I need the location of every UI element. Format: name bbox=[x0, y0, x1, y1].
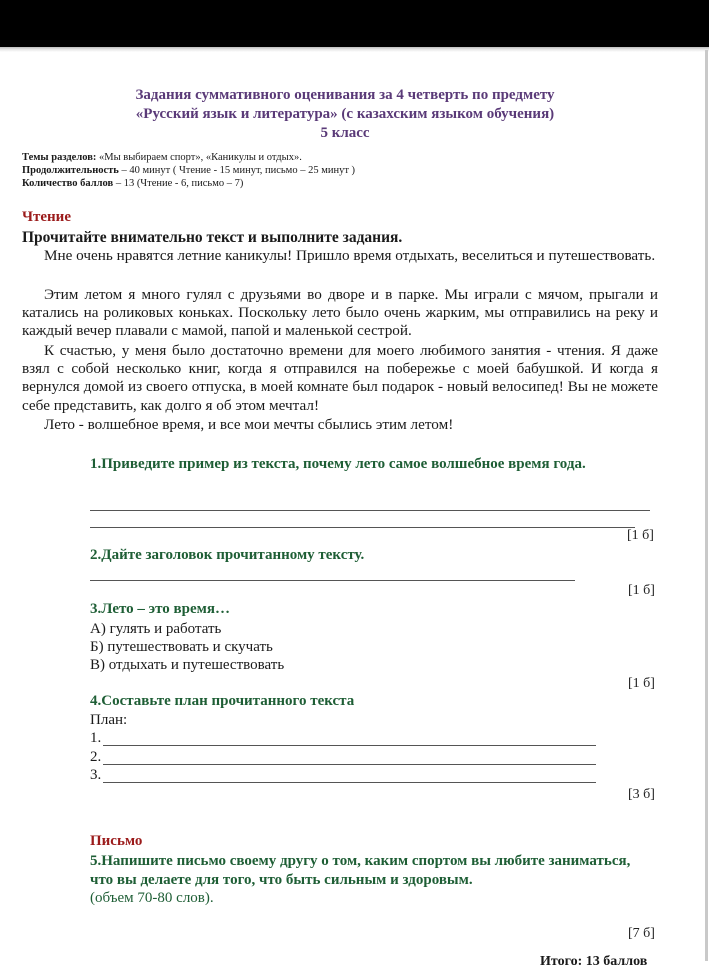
option-c[interactable]: В) отдыхать и путешествовать bbox=[90, 657, 285, 673]
score-q5: [7 б] bbox=[628, 926, 655, 941]
answer-line-1a[interactable] bbox=[90, 510, 650, 511]
points-value: – 13 (Чтение - 6, письмо – 7) bbox=[113, 178, 244, 189]
score-q2: [1 б] bbox=[628, 583, 655, 598]
plan-item-3: 3. bbox=[90, 767, 102, 783]
paragraph-2-text: Этим летом я много гулял с друзьями во дворе и в парке. Мы играли с мячом, прыгали и катались на роликовых коньках. Поскольку лето было очень жарким, мы отправились на реку и каждый вечер плавали с мамой, папой и маленькой сестрой. bbox=[22, 286, 658, 340]
paragraph-4 bbox=[22, 416, 658, 434]
paragraph-1 bbox=[22, 247, 658, 265]
plan-label: План: bbox=[90, 712, 128, 728]
page-top-edge bbox=[0, 47, 709, 52]
topics-value: «Мы выбираем спорт», «Каникулы и отдых». bbox=[96, 152, 302, 163]
reading-heading: Чтение bbox=[22, 209, 71, 225]
score-q1: [1 б] bbox=[627, 528, 654, 543]
paragraph-1-text: Мне очень нравятся летние каникулы! Пришло время отдыхать, веселиться и путешествовать. bbox=[44, 247, 656, 264]
plan-item-1: 1. bbox=[90, 730, 102, 746]
writing-heading: Письмо bbox=[90, 833, 143, 849]
meta-info bbox=[22, 151, 355, 190]
meta-duration bbox=[22, 164, 355, 177]
option-b[interactable]: Б) путешествовать и скучать bbox=[90, 639, 273, 655]
paragraph-3 bbox=[22, 342, 658, 415]
duration-label: Продолжительность bbox=[22, 165, 119, 176]
answer-line-2[interactable] bbox=[90, 580, 575, 581]
plan-line-1[interactable] bbox=[103, 745, 596, 746]
page-right-edge bbox=[705, 50, 708, 961]
reading-instruction: Прочитайте внимательно текст и выполните задания. bbox=[22, 229, 403, 246]
paragraph-4-text: Лето - волшебное время, и все мои мечты сбылись этим летом! bbox=[44, 416, 454, 433]
score-q3: [1 б] bbox=[628, 676, 655, 691]
points-label: Количество баллов bbox=[22, 178, 114, 189]
question-4: 4.Составьте план прочитанного текста bbox=[90, 693, 355, 709]
title-line-2: «Русский язык и литература» (с казахским языком обучения) bbox=[135, 106, 555, 122]
question-1: 1.Приведите пример из текста, почему лето самое волшебное время года. bbox=[90, 456, 586, 472]
paragraph-2 bbox=[22, 286, 658, 341]
duration-value: – 40 минут ( Чтение - 15 минут, письмо – 25 минут ) bbox=[118, 165, 356, 176]
top-black-bar bbox=[0, 0, 709, 47]
word-count-note: (объем 70-80 слов). bbox=[90, 890, 214, 906]
topics-label: Темы разделов: bbox=[22, 152, 97, 163]
question-3: 3.Лето – это время… bbox=[90, 601, 230, 617]
answer-line-1b[interactable] bbox=[90, 527, 635, 528]
document-title bbox=[0, 86, 690, 143]
plan-line-2[interactable] bbox=[103, 764, 596, 765]
title-line-3: 5 класс bbox=[320, 125, 370, 141]
option-a[interactable]: А) гулять и работать bbox=[90, 621, 222, 637]
paragraph-3-text: К счастью, у меня было достаточно времени для моего любимого занятия - чтения. Я даже взял с собой несколько книг, когда я отправился на побережье с моей бабушкой. И когда я вернулся домой из своего отпуска, в моей комнате был подарок - новый велосипед! Вы не можете себе представить, как долго я об этом мечтал! bbox=[22, 342, 658, 414]
meta-points bbox=[22, 177, 355, 190]
question-5: 5.Напишите письмо своему другу о том, каким спортом вы любите заниматься, что вы делаете для того, что быть сильным и здоровым. bbox=[90, 853, 631, 888]
total-score: Итого: 13 баллов bbox=[540, 954, 648, 969]
question-2: 2.Дайте заголовок прочитанному тексту. bbox=[90, 547, 365, 563]
meta-topics bbox=[22, 151, 355, 164]
title-line-1: Задания суммативного оценивания за 4 четверть по предмету bbox=[135, 87, 555, 103]
plan-line-3[interactable] bbox=[103, 782, 596, 783]
plan-item-2: 2. bbox=[90, 749, 102, 765]
score-q4: [3 б] bbox=[628, 787, 655, 802]
